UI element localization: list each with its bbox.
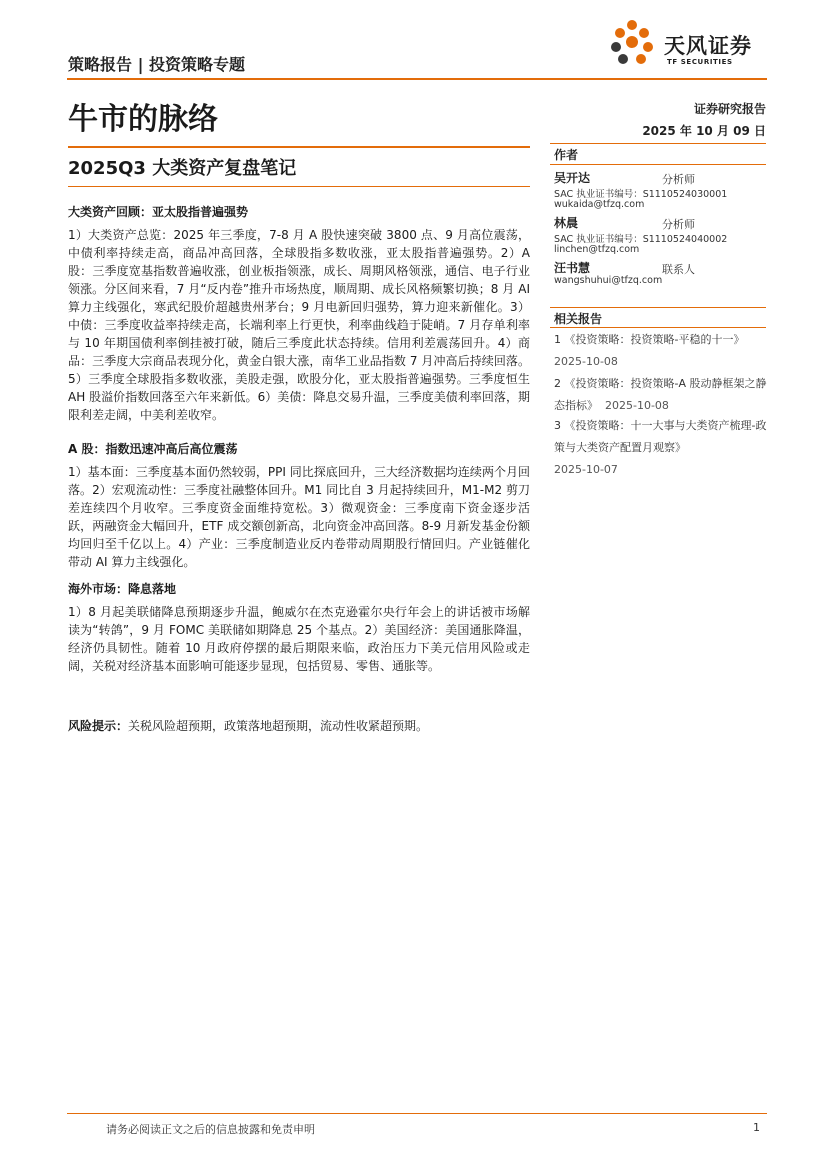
author-role: 分析师 <box>662 218 695 231</box>
subtitle-divider-top <box>68 146 530 148</box>
related-divider <box>550 307 766 308</box>
author-name: 吴开达 <box>554 171 591 185</box>
author-cert: SAC 执业证书编号：S1110524040002 <box>554 234 728 245</box>
author-role: 分析师 <box>662 173 695 186</box>
author-name: 汪书慧 <box>554 261 591 275</box>
author-name: 林晨 <box>554 216 579 230</box>
author-email[interactable]: wukaida@tfzq.com <box>554 199 645 210</box>
tf-logo-icon <box>608 18 656 66</box>
page-number: 1 <box>753 1121 760 1134</box>
page-subtitle: 2025Q3 大类资产复盘笔记 <box>68 158 297 179</box>
risk-warning <box>68 717 530 734</box>
related-report-item[interactable] <box>554 373 768 417</box>
section-paragraph: 1）大类资产总览：2025 年三季度，7-8 月 A 股快速突破 3800 点、9 月高位震荡，中债利率持续走高，商品冲高回落，全球股指多数收涨，亚太股指普遍强势。2）A 股：三季度宽基指数普遍收涨，创业板指领涨，成长、周期风格领涨，通信、电子行业领涨。分区间来看，7 月“反内卷”推升市场热度，顺周期、成长风格频繁切换；8 月 AI 算力主线强化，寒武纪股价超越贵州茅台；9 月电新回归强势，算力迎来新催化。3）中债：三季度收益率持续走高，长端利率上行更快，利率曲线趋于陡峭。7 月存单利率与 10 年期国债利率倒挂被打破，随后三季度此状态持续。信用利差震荡回升。4）商品：三季度大宗商品表现分化，黄金白银大涨，南华工业品指数 7 月冲高后持续回落。5）三季度全球股指多数收涨，美股走强，欧股分化，亚太股指普遍强势。三季度恒生 AH 股溢价指数回落至六年来新低。6）美债：降息交易升温，三季度美债利率回落，期限利差走阔，中美利差收窄。 <box>68 228 530 422</box>
subtitle-divider-bottom <box>68 186 530 187</box>
footer-divider <box>67 1113 767 1114</box>
section-heading: A 股：指数迅速冲高后高位震荡 <box>68 442 238 456</box>
related-reports-heading: 相关报告 <box>554 312 603 326</box>
authors-divider <box>550 143 766 144</box>
section-heading: 大类资产回顾：亚太股指普遍强势 <box>68 205 249 219</box>
related-report-date: 2025-10-08 <box>605 399 669 412</box>
report-series-label: 策略报告 | 投资策略专题 <box>68 55 245 74</box>
report-type-label: 证券研究报告 <box>693 102 766 116</box>
footer-disclaimer: 请务必阅读正文之后的信息披露和免责申明 <box>106 1123 315 1136</box>
author-email[interactable]: wangshuhui@tfzq.com <box>554 275 663 286</box>
section-paragraph: 1）基本面：三季度基本面仍然较弱，PPI 同比探底回升，三大经济数据均连续两个月回落。2）宏观流动性：三季度社融整体回升。M1 同比自 3 月起持续回升，M1-M2 剪刀差连续四个月收窄。三季度资金面维持宽松。3）微观资金：三季度南下资金逐步活跃，两融资金大幅回升，ETF 成交额创新高，北向资金冲高回落。8-9 月新发基金份额均回归至千亿以上。4）产业：三季度制造业反内卷带动周期股行情回归。产业链催化带动 AI 算力主线强化。 <box>68 465 530 569</box>
related-report-title[interactable]: 3 《投资策略：十一大事与大类资产梳理-政策与大类资产配置月观察》 <box>554 419 767 454</box>
related-heading-divider <box>550 327 766 328</box>
page-title: 牛市的脉络 <box>68 102 218 137</box>
header-divider <box>67 78 767 80</box>
related-report-item[interactable] <box>554 329 768 373</box>
author-cert: SAC 执业证书编号：S1110524030001 <box>554 189 728 200</box>
authors-heading: 作者 <box>554 148 579 162</box>
related-report-date: 2025-10-07 <box>554 463 618 476</box>
related-report-title[interactable]: 2 《投资策略：投资策略-A 股动静框架之静态指标》 <box>554 377 767 412</box>
logo-wordmark-en: TF SECURITIES <box>667 58 733 66</box>
authors-heading-divider <box>550 164 766 165</box>
risk-text: 关税风险超预期，政策落地超预期，流动性收紧超预期。 <box>128 719 429 733</box>
section-paragraph: 1）8 月起美联储降息预期逐步升温，鲍威尔在杰克逊霍尔央行年会上的讲话被市场解读为“转鸽”，9 月 FOMC 美联储如期降息 25 个基点。2）美国经济：美国通胀降温，经济仍具韧性。随着 10 月政府停摆的最后期限来临，政治压力下美元信用风险或走阔，关税对经济基本面影响可能逐步显现，包括贸易、零售、通胀等。 <box>68 605 530 673</box>
author-role: 联系人 <box>662 263 695 276</box>
report-date: 2025 年 10 月 09 日 <box>642 124 766 138</box>
section-heading: 海外市场：降息落地 <box>68 582 177 596</box>
related-report-date: 2025-10-08 <box>554 355 618 368</box>
related-report-item[interactable] <box>554 415 768 481</box>
related-report-title[interactable]: 1 《投资策略：投资策略-平稳的十一》 <box>554 333 745 346</box>
author-email[interactable]: linchen@tfzq.com <box>554 244 640 255</box>
logo-wordmark-cn: 天风证券 <box>664 34 752 58</box>
risk-label: 风险提示： <box>68 719 129 733</box>
